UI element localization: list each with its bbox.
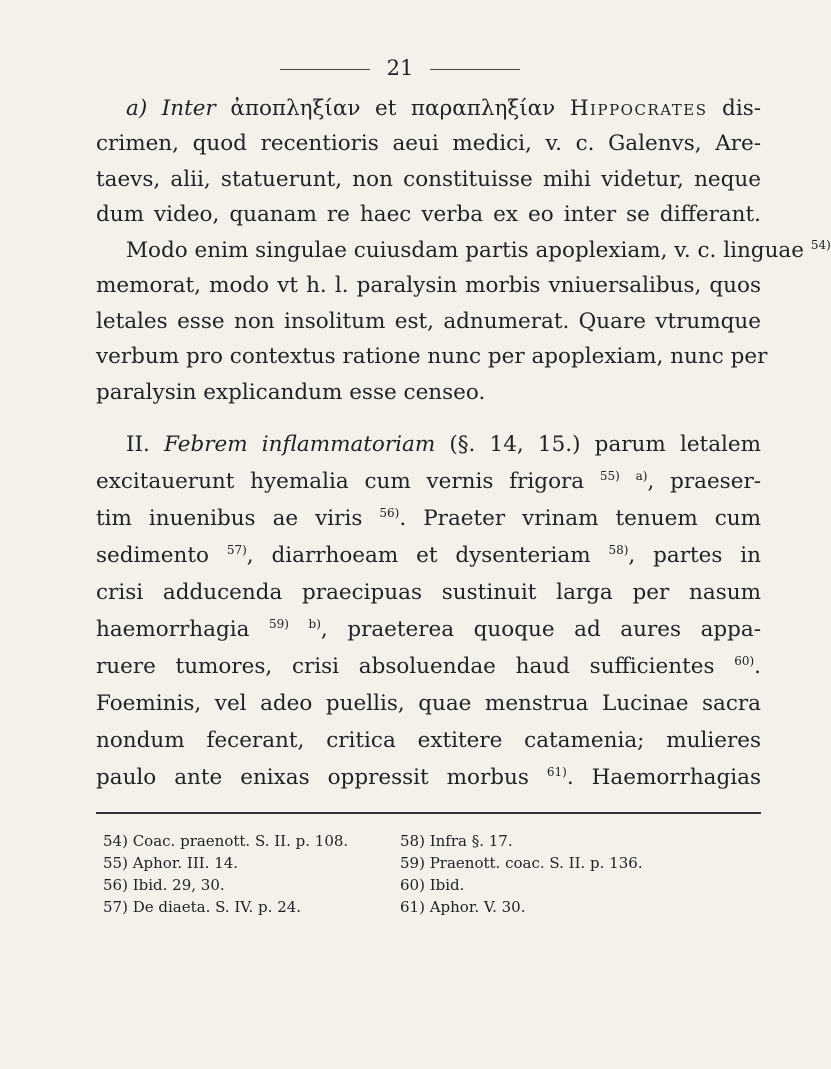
text-line: [96, 541, 761, 571]
text-line: paralysin explicandum esse censeo.: [96, 380, 486, 405]
text-line: memorat, modo vt h. l. paralysin morbis vniuersalibus, quos: [96, 273, 761, 298]
text-fragment: . Praeter vrinam tenuem cum: [399, 506, 761, 531]
text-line: letales esse non insolitum est, adnumerat. Quare vtrumque: [96, 309, 761, 334]
footnote-ref: 59): [268, 616, 289, 631]
text-line: [96, 467, 761, 497]
text-fragment: [289, 617, 309, 642]
text-line: [96, 763, 761, 793]
footnote-ref: b): [308, 616, 321, 631]
text-line: [126, 236, 831, 266]
text-fragment: [555, 96, 570, 121]
text-fragment: paulo ante enixas oppressit morbus: [96, 765, 547, 790]
text-line: [96, 615, 761, 645]
greek-term: ἀποπληξίαν: [230, 96, 361, 121]
text-fragment: [620, 469, 636, 494]
text-line: taevs, alii, statuerunt, non constituisse mihi videtur, neque: [96, 167, 761, 192]
text-fragment: excitauerunt hyemalia cum vernis frigora: [96, 469, 600, 494]
header-rule-right: [430, 69, 520, 70]
page-number: 21: [386, 56, 414, 80]
footnote: 55) Aphor. III. 14.: [103, 854, 239, 872]
footnote-ref: a): [635, 468, 648, 483]
text-fragment: sedimento: [96, 543, 227, 568]
section-numeral: II.: [126, 432, 150, 457]
text-line: Foeminis, vel adeo puellis, quae menstrua Lucinae sacra: [96, 691, 761, 716]
footnote-ref: 54): [810, 237, 831, 252]
text-fragment: , diarrhoeam et dysenteriam: [246, 543, 609, 568]
footnote-ref: 60): [734, 653, 755, 668]
text-fragment: tim inuenibus ae viris: [96, 506, 380, 531]
text-line: nondum fecerant, critica extitere catamenia; mulieres: [96, 728, 761, 753]
footnote: 58) Infra §. 17.: [400, 832, 513, 850]
header-rule-left: [280, 69, 370, 70]
footnote: 54) Coac. praenott. S. II. p. 108.: [103, 832, 349, 850]
footnote-ref: 55): [599, 468, 620, 483]
footnote-ref: 58): [608, 542, 629, 557]
author-name: Hippocrates: [569, 96, 708, 121]
text-fragment: ruere tumores, crisi absoluendae haud sufficientes: [96, 654, 735, 679]
text-line: [126, 430, 761, 460]
footnote: 60) Ibid.: [400, 876, 465, 894]
footnote-ref: 57): [226, 542, 247, 557]
text-fragment: . Haemorrhagias: [566, 765, 761, 790]
text-line: crisi adducenda praecipuas sustinuit larga per nasum: [96, 580, 761, 605]
text-fragment: Modo enim singulae cuiusdam partis apoplexiam, v. c. linguae: [126, 238, 811, 263]
text-fragment: et: [360, 96, 411, 121]
italic-phrase: Febrem inflammatoriam: [164, 432, 436, 457]
text-fragment: , praeser-: [647, 469, 761, 494]
text-fragment: haemorrhagia: [96, 617, 269, 642]
text-line: verbum pro contextus ratione nunc per apoplexiam, nunc per: [96, 344, 768, 369]
footnote: 56) Ibid. 29, 30.: [103, 876, 225, 894]
text-fragment: dis-: [707, 96, 761, 121]
text-fragment: a) Inter: [126, 96, 231, 121]
footnote-ref: 56): [379, 505, 400, 520]
page-header: [0, 54, 800, 82]
footnote: 61) Aphor. V. 30.: [400, 898, 526, 916]
text-line: dum video, quanam re haec verba ex eo inter se differant.: [96, 202, 761, 227]
footnote: 59) Praenott. coac. S. II. p. 136.: [400, 854, 643, 872]
text-fragment: , praeterea quoque ad aures appa-: [320, 617, 761, 642]
text-line: [96, 504, 761, 534]
greek-term: παραπληξίαν: [410, 96, 556, 121]
text-fragment: .: [754, 654, 761, 679]
text-fragment: (§. 14, 15.) parum letalem: [435, 432, 761, 457]
footnote-separator: [96, 812, 761, 814]
footnote-ref: 61): [546, 764, 567, 779]
text-fragment: , partes in: [628, 543, 761, 568]
text-line: [96, 652, 761, 682]
text-line: [126, 94, 761, 124]
text-line: crimen, quod recentioris aeui medici, v. c. Galenvs, Are-: [96, 131, 761, 156]
footnote: 57) De diaeta. S. IV. p. 24.: [103, 898, 302, 916]
